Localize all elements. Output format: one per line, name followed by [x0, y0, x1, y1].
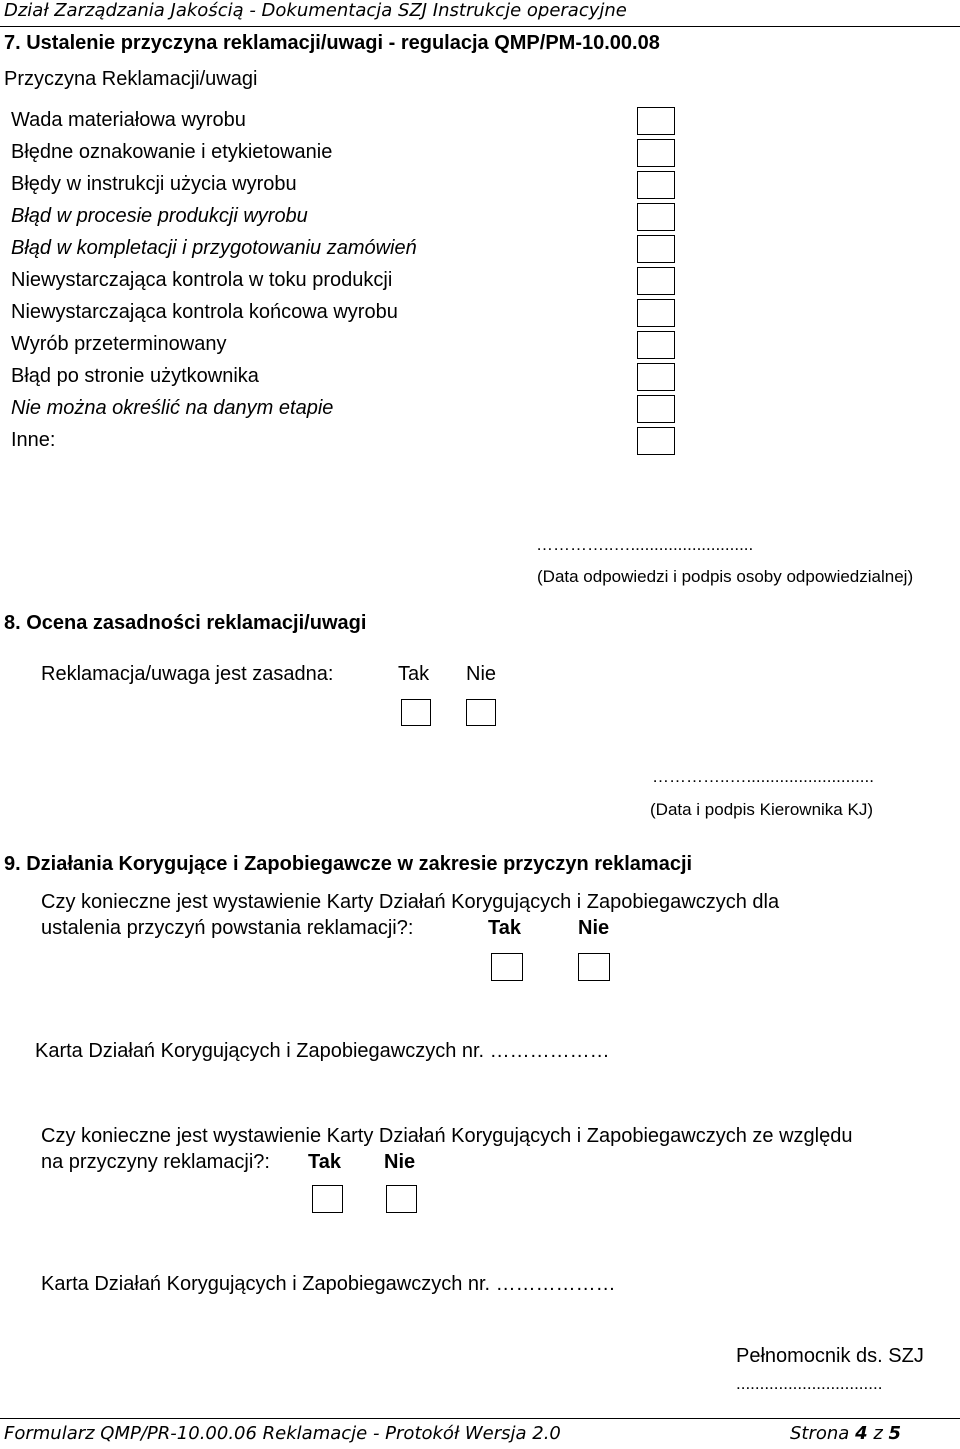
- no-checkbox[interactable]: [386, 1185, 417, 1213]
- cause-checkbox[interactable]: [637, 427, 675, 455]
- footer-divider: [0, 1418, 960, 1419]
- section-7-subheading: Przyczyna Reklamacji/uwagi: [4, 68, 258, 90]
- page-current: 4: [855, 1423, 868, 1444]
- page-total: 5: [888, 1423, 902, 1444]
- yes-label: Tak: [308, 1151, 341, 1173]
- cause-checkbox[interactable]: [637, 395, 675, 423]
- cause-checkbox[interactable]: [637, 299, 675, 327]
- question-text: na przyczyny reklamacji?:: [41, 1151, 270, 1173]
- document-header: Dział Zarządzania Jakością - Dokumentacja SZJ Instrukcje operacyjne: [4, 0, 627, 21]
- no-checkbox[interactable]: [578, 953, 610, 981]
- header-divider: [0, 26, 960, 27]
- cause-label: Nie można określić na danym etapie: [11, 397, 334, 419]
- cause-label: Wyrób przeterminowany: [11, 333, 227, 355]
- section-9-heading: 9. Działania Korygujące i Zapobiegawcze w zakresie przyczyn reklamacji: [4, 853, 693, 875]
- page-separator: z: [867, 1423, 889, 1444]
- cause-checkbox[interactable]: [637, 171, 675, 199]
- page-number: [790, 1423, 901, 1444]
- cause-label: Błąd w kompletacji i przygotowaniu zamówień: [11, 237, 417, 259]
- cause-label: Niewystarczająca kontrola końcowa wyrobu: [11, 301, 398, 323]
- footer-form-id: Formularz QMP/PR-10.00.06 Reklamacje - Protokół Wersja 2.0: [4, 1423, 561, 1444]
- yes-checkbox[interactable]: [401, 699, 431, 726]
- signature-line: …………..…..........................: [536, 535, 754, 554]
- cause-label: Niewystarczająca kontrola w toku produkcji: [11, 269, 393, 291]
- no-checkbox[interactable]: [466, 699, 496, 726]
- yes-label: Tak: [398, 663, 430, 685]
- signature-line: ...............................: [736, 1374, 883, 1393]
- signature-caption: (Data i podpis Kierownika KJ): [650, 800, 873, 819]
- cause-checkbox[interactable]: [637, 267, 675, 295]
- cause-label: Błędy w instrukcji użycia wyrobu: [11, 173, 297, 195]
- signature-caption: (Data odpowiedzi i podpis osoby odpowiedzialnej): [537, 567, 914, 586]
- validity-question: Reklamacja/uwaga jest zasadna:: [41, 663, 334, 685]
- question-text: ustalenia przyczyń powstania reklamacji?:: [41, 917, 414, 939]
- cause-label: Wada materiałowa wyrobu: [11, 109, 246, 131]
- cause-label: Błędne oznakowanie i etykietowanie: [11, 141, 333, 163]
- cause-checkbox[interactable]: [637, 203, 675, 231]
- page-prefix: Strona: [790, 1423, 856, 1444]
- cause-label: Błąd w procesie produkcji wyrobu: [11, 205, 308, 227]
- cause-checkbox[interactable]: [637, 363, 675, 391]
- question-text: Czy konieczne jest wystawienie Karty Działań Korygujących i Zapobiegawczych ze względu: [41, 1125, 853, 1147]
- cause-label: Błąd po stronie użytkownika: [11, 365, 259, 387]
- card-number-line: Karta Działań Korygujących i Zapobiegawczych nr. ………………: [41, 1273, 616, 1295]
- representative-label: Pełnomocnik ds. SZJ: [736, 1345, 924, 1367]
- yes-checkbox[interactable]: [312, 1185, 343, 1213]
- cause-checkbox[interactable]: [637, 139, 675, 167]
- question-text: Czy konieczne jest wystawienie Karty Działań Korygujących i Zapobiegawczych dla: [41, 891, 780, 913]
- cause-checkbox[interactable]: [637, 235, 675, 263]
- section-7-heading: 7. Ustalenie przyczyna reklamacji/uwagi - regulacja QMP/PM-10.00.08: [4, 32, 660, 54]
- cause-checkbox[interactable]: [637, 107, 675, 135]
- yes-checkbox[interactable]: [491, 953, 523, 981]
- no-label: Nie: [466, 663, 497, 685]
- yes-label: Tak: [488, 917, 521, 939]
- cause-label: Inne:: [11, 429, 56, 451]
- no-label: Nie: [578, 917, 610, 939]
- no-label: Nie: [384, 1151, 416, 1173]
- card-number-line: Karta Działań Korygujących i Zapobiegawczych nr. ………………: [35, 1040, 610, 1062]
- cause-checkbox[interactable]: [637, 331, 675, 359]
- section-8-heading: 8. Ocena zasadności reklamacji/uwagi: [4, 612, 367, 634]
- signature-line: …………..…...........................: [652, 767, 874, 786]
